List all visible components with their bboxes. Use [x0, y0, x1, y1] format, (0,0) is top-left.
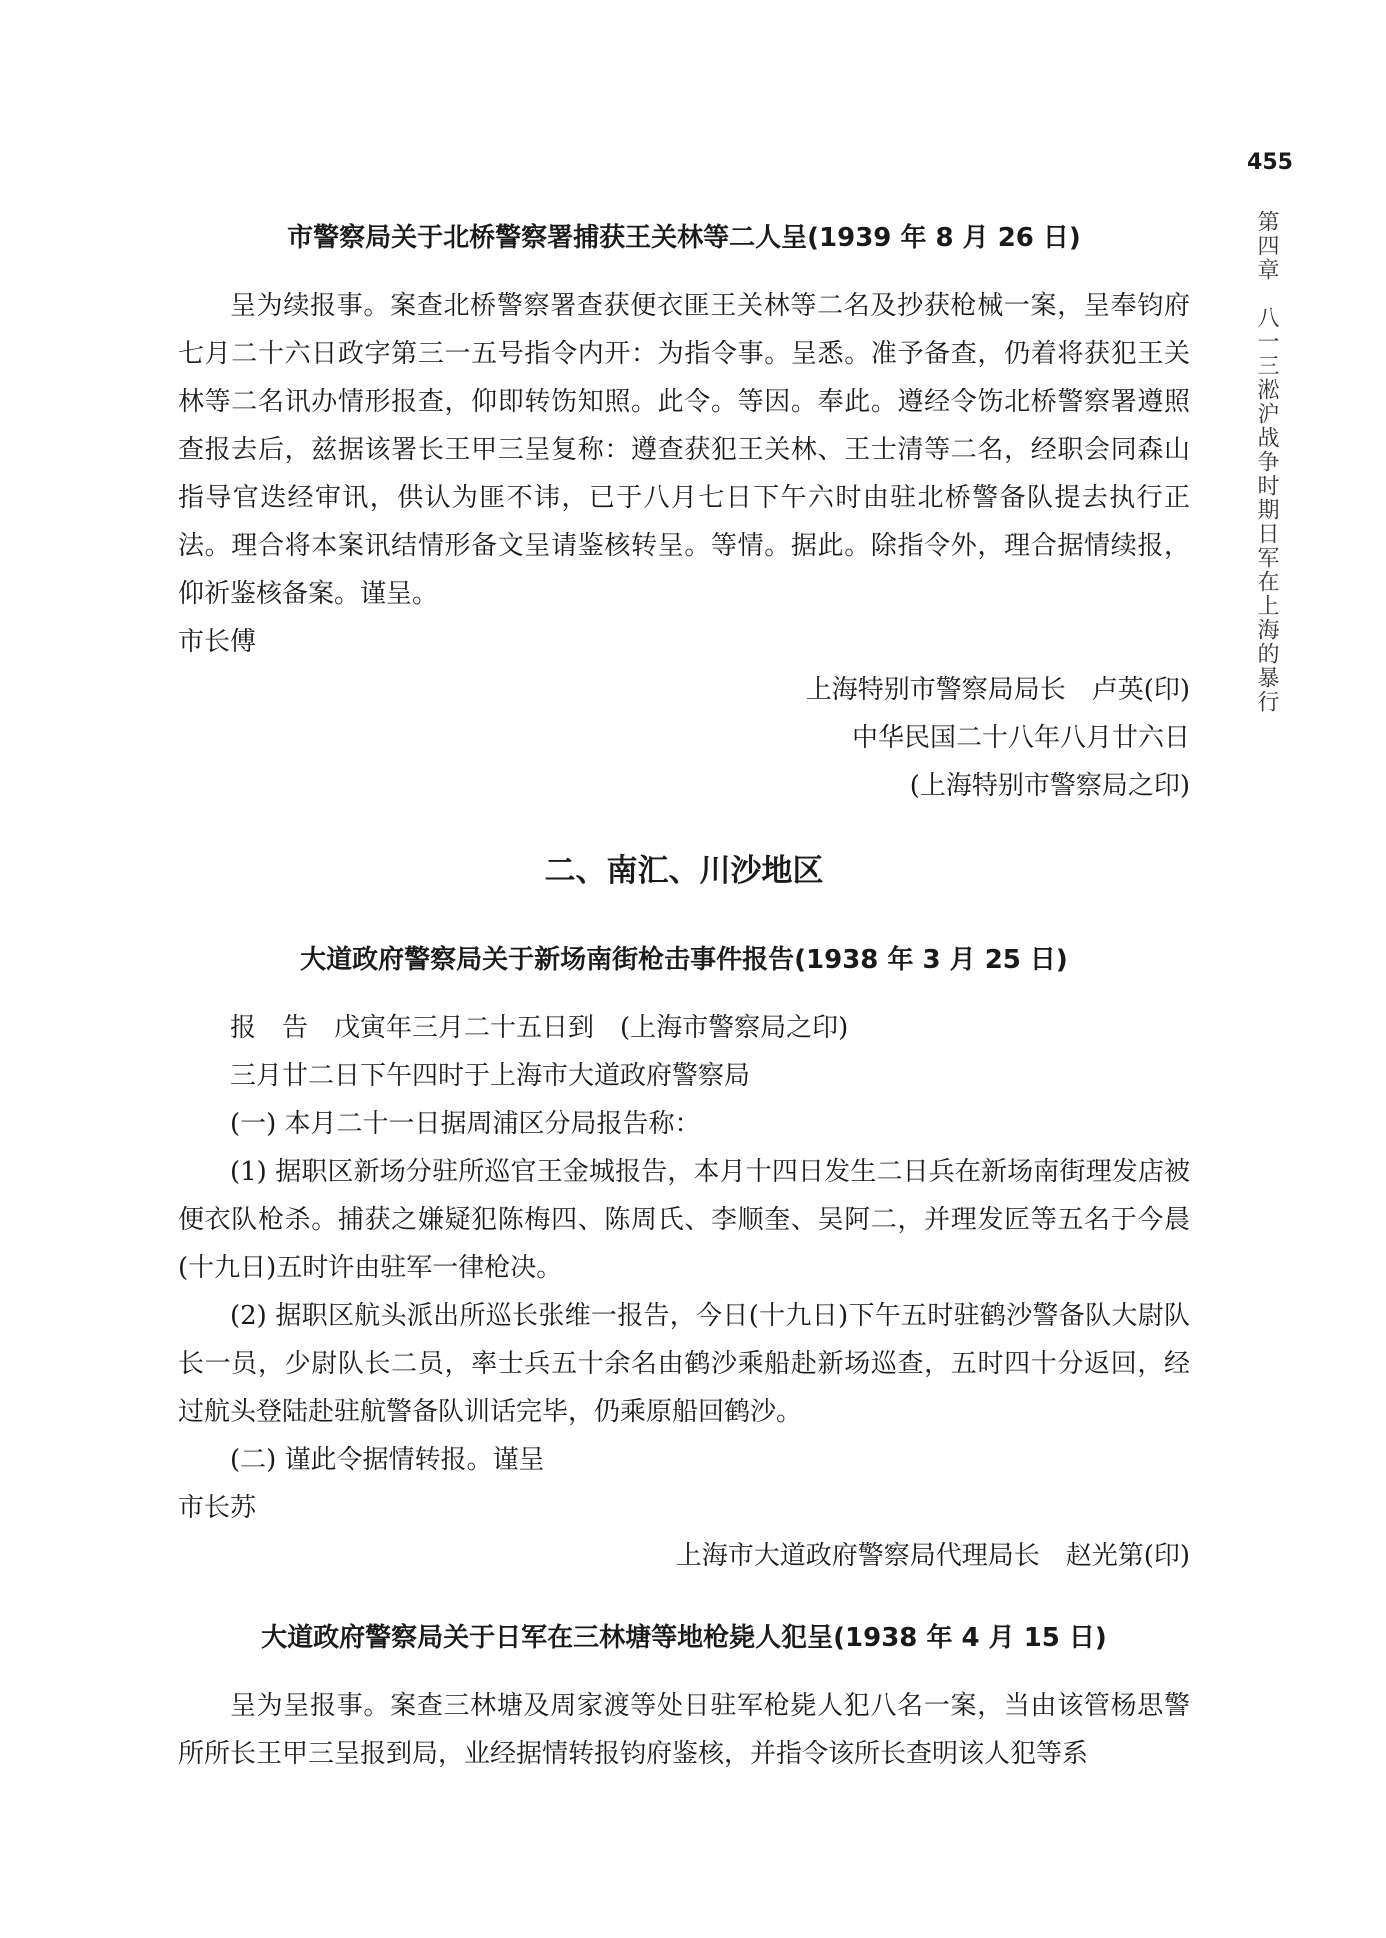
report-section-two: (二) 谨此令据情转报。谨呈 — [230, 1445, 545, 1475]
document-2-addressee: 市长苏 — [178, 1493, 257, 1523]
document-1-date: 中华民国二十八年八月廿六日 — [851, 723, 1190, 753]
page-number: 455 — [1247, 150, 1293, 175]
report-time-line: 三月廿二日下午四时于上海市大道政府警察局 — [230, 1061, 751, 1091]
document-title-3: 大道政府警察局关于日军在三林塘等地枪毙人犯呈(1938 年 4 月 15 日) — [261, 1623, 1107, 1653]
report-header-line: 报 告 戊寅年三月二十五日到 (上海市警察局之印) — [230, 1013, 849, 1043]
report-item-1: (1) 据职区新场分驻所巡官王金城报告，本月十四日发生二日兵在新场南街理发店被便衣队枪杀。捕获之嫌疑犯陈梅四、陈周氏、李顺奎、吴阿二，并理发匠等五名于今晨(十九日)五时许由驻军一律枪决。 — [178, 1157, 1190, 1283]
document-3-body: 呈为呈报事。案查三林塘及周家渡等处日驻军枪毙人犯八名一案，当由该管杨思警所所长王甲三呈报到局，业经据情转报钧府鉴核，并指令该所长查明该人犯等系 — [178, 1691, 1190, 1769]
page-content — [178, 218, 1190, 1778]
document-1-seal: (上海特别市警察局之印) — [909, 771, 1190, 801]
document-1-signer: 上海特别市警察局局长 卢英(印) — [805, 675, 1190, 705]
document-1-body: 呈为续报事。案查北桥警察署查获便衣匪王关林等二名及抄获枪械一案，呈奉钧府七月二十六日政字第三一五号指令内开：为指令事。呈悉。准予备查，仍着将获犯王关林等二名讯办情形报查，仰即转饬知照。此令。等因。奉此。遵经令饬北桥警察署遵照查报去后，兹据该署长王甲三呈复称：遵查获犯王关林、王士清等二名，经职会同森山指导官迭经审讯，供认为匪不讳，已于八月七日下午六时由驻北桥警备队提去执行正法。理合将本案讯结情形备文呈请鉴核转呈。等情。据此。除指令外，理合据情续报，仰祈鉴核备案。谨呈。 — [178, 291, 1190, 609]
section-heading: 二、南汇、川沙地区 — [544, 853, 824, 889]
report-section-one: (一) 本月二十一日据周浦区分局报告称： — [230, 1109, 701, 1139]
chapter-running-header: 第四章 八一三淞沪战争时期日军在上海的暴行 — [1254, 210, 1279, 714]
document-title-2: 大道政府警察局关于新场南街枪击事件报告(1938 年 3 月 25 日) — [300, 945, 1068, 975]
document-2-signer: 上海市大道政府警察局代理局长 赵光第(印) — [675, 1541, 1190, 1571]
document-title-1: 市警察局关于北桥警察署捕获王关林等二人呈(1939 年 8 月 26 日) — [287, 223, 1081, 253]
report-item-2: (2) 据职区航头派出所巡长张维一报告，今日(十九日)下午五时驻鹤沙警备队大尉队长一员，少尉队长二员，率士兵五十余名由鹤沙乘船赴新场巡查，五时四十分返回，经过航头登陆赴驻航警备队训话完毕，仍乘原船回鹤沙。 — [178, 1301, 1190, 1427]
document-1-addressee: 市长傅 — [178, 627, 257, 657]
